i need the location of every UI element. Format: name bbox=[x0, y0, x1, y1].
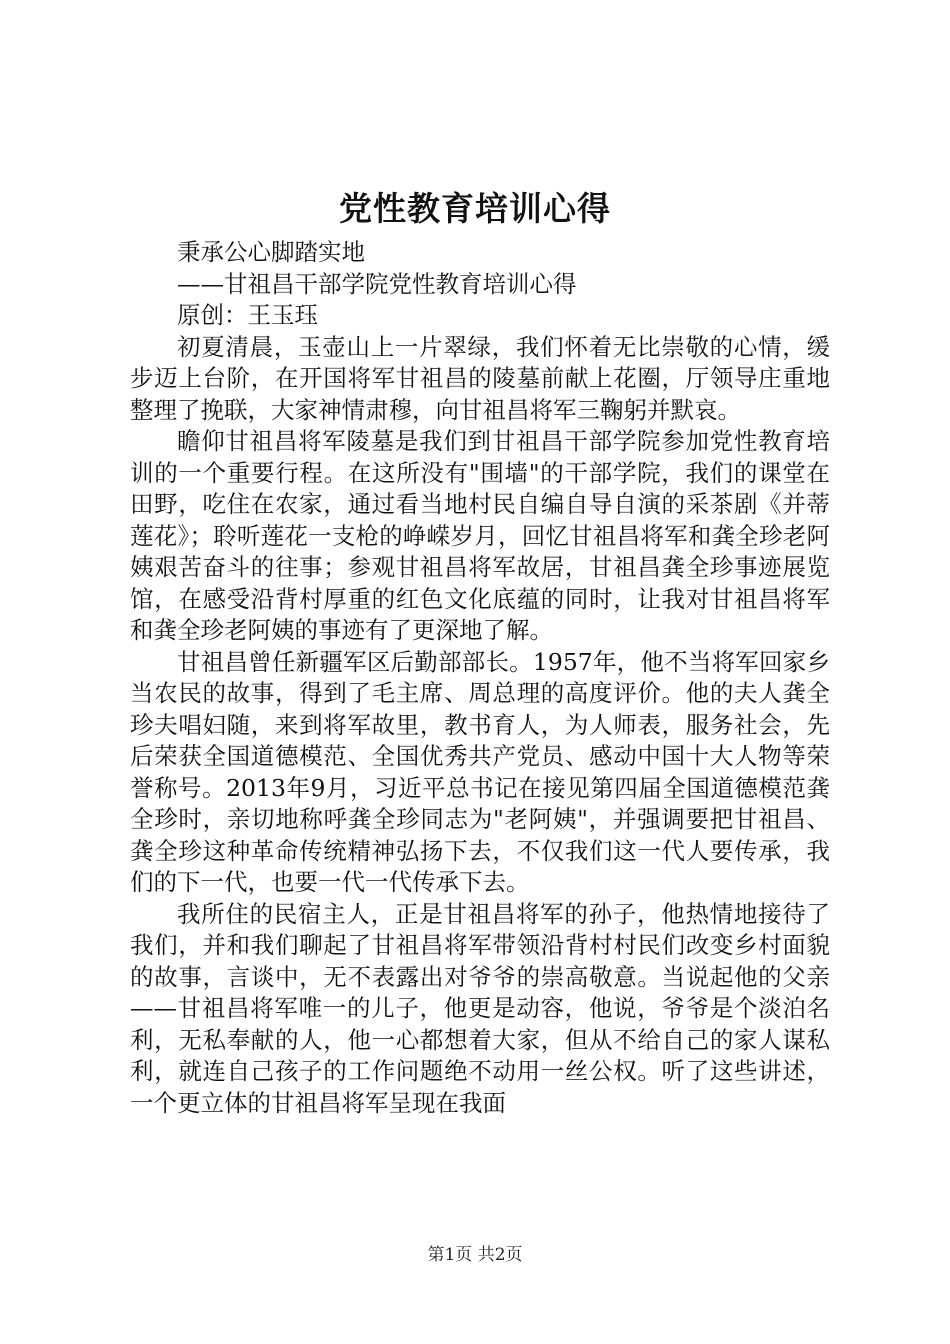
paragraph: 我所住的民宿主人，正是甘祖昌将军的孙子，他热情地接待了我们，并和我们聊起了甘祖昌将军带领沿背村村民们改变乡村面貌的故事，言谈中，无不表露出对爷爷的崇高敬意。当说起他的父亲——甘祖昌将军唯一的儿子，他更是动容，他说，爷爷是个淡泊名利，无私奉献的人，他一心都想着大家，但从不给自己的家人谋私利，就连自己孩子的工作问题绝不动用一丝公权。听了这些讲述，一个更立体的甘祖昌将军呈现在我面 bbox=[130, 899, 830, 1117]
paragraph: 甘祖昌曾任新疆军区后勤部部长。1957年，他不当将军回家乡当农民的故事，得到了毛主席、周总理的高度评价。他的夫人龚全珍夫唱妇随，来到将军故里，教书育人，为人师表，服务社会，先后荣获全国道德模范、全国优秀共产党员、感动中国十大人物等荣誉称号。2013年9月，习近平总书记在接见第四届全国道德模范龚全珍时，亲切地称呼龚全珍同志为"老阿姨"，并强调要把甘祖昌、龚全珍这种革命传统精神弘扬下去，不仅我们这一代人要传承，我们的下一代，也要一代一代传承下去。 bbox=[130, 647, 830, 896]
paragraph: 瞻仰甘祖昌将军陵墓是我们到甘祖昌干部学院参加党性教育培训的一个重要行程。在这所没有"围墙"的干部学院，我们的课堂在田野，吃住在农家，通过看当地村民自编自导自演的采茶剧《并蒂莲花》；聆听莲花一支枪的峥嵘岁月，回忆甘祖昌将军和龚全珍老阿姨艰苦奋斗的往事；参观甘祖昌将军故居，甘祖昌龚全珍事迹展览馆，在感受沿背村厚重的红色文化底蕴的同时，让我对甘祖昌将军和龚全珍老阿姨的事迹有了更深地了解。 bbox=[130, 427, 830, 644]
paragraph: 初夏清晨，玉壶山上一片翠绿，我们怀着无比崇敬的心情，缓步迈上台阶，在开国将军甘祖昌的陵墓前献上花圈，厅领导庄重地整理了挽联，大家神情肃穆，向甘祖昌将军三鞠躬并默哀。 bbox=[130, 332, 830, 424]
page-footer: 第1页 共2页 bbox=[427, 1245, 523, 1265]
author-line: 原创：王玉珏 bbox=[177, 301, 318, 329]
document-body bbox=[130, 237, 830, 1119]
subtitle-line-motto: 秉承公心脚踏实地 bbox=[177, 238, 365, 266]
document-title: 党性教育培训心得 bbox=[339, 189, 611, 228]
subtitle-line-heading: ——甘祖昌干部学院党性教育培训心得 bbox=[177, 269, 577, 298]
